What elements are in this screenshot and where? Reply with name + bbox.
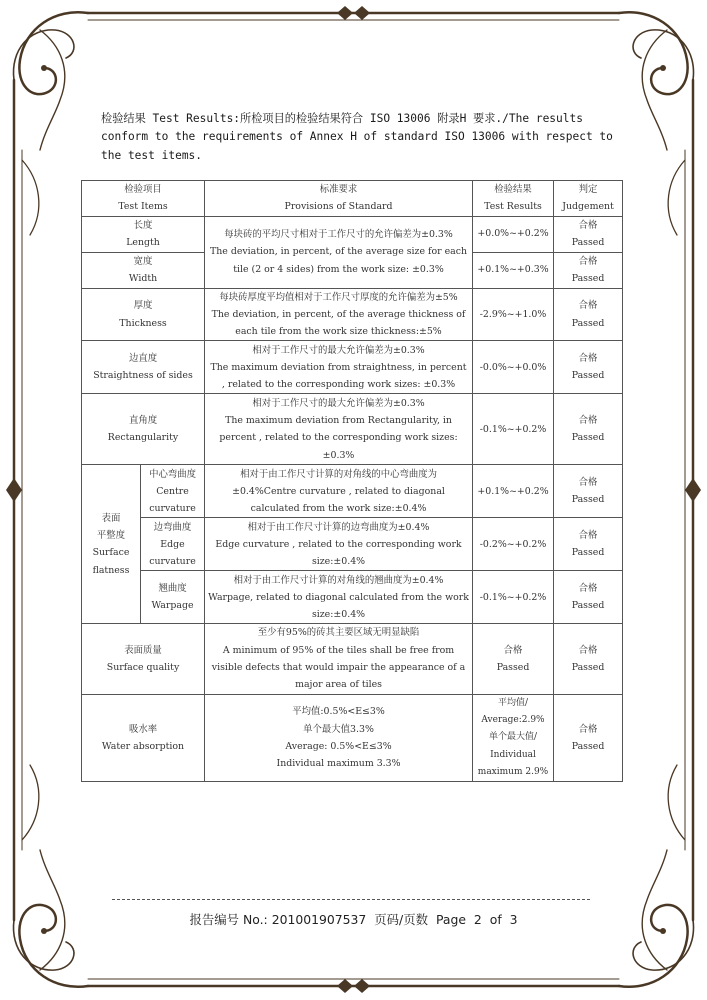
provision-surface-quality: 至少有95%的砖其主要区域无明显缺陷 A minimum of 95% of the tiles shall be free from visible defects that would impair the appearance of a major area of tiles xyxy=(205,624,473,694)
result-width: +0.1%~+0.3% xyxy=(473,252,554,288)
result-edge-curvature: -0.2%~+0.2% xyxy=(473,518,554,571)
item-rectangularity: 直角度 Rectangularity xyxy=(82,394,205,465)
table-header-row xyxy=(82,181,623,217)
table-row-edge-curvature xyxy=(82,518,623,571)
item-width: 宽度 Width xyxy=(82,252,205,288)
item-warpage: 翘曲度 Warpage xyxy=(141,571,205,624)
item-edge-curvature: 边弯曲度 Edge curvature xyxy=(141,518,205,571)
item-length: 长度 Length xyxy=(82,216,205,252)
judgement-water-absorption: 合格 Passed xyxy=(554,694,623,781)
header-judgement: 判定 Judgement xyxy=(554,181,623,217)
result-rectangularity: -0.1%~+0.2% xyxy=(473,394,554,465)
item-thickness: 厚度 Thickness xyxy=(82,288,205,341)
judgement-straightness: 合格 Passed xyxy=(554,341,623,394)
judgement-warpage: 合格 Passed xyxy=(554,571,623,624)
provision-edge-curvature: 相对于由工作尺寸计算的边弯曲度为±0.4% Edge curvature , related to the corresponding work size:±0.4% xyxy=(205,518,473,571)
test-results-table xyxy=(81,180,623,782)
result-centre-curvature: +0.1%~+0.2% xyxy=(473,465,554,518)
table-row-length xyxy=(82,216,623,252)
result-length: +0.0%~+0.2% xyxy=(473,216,554,252)
judgement-surface-quality: 合格 Passed xyxy=(554,624,623,694)
table-row-surface-quality xyxy=(82,624,623,694)
judgement-length: 合格 Passed xyxy=(554,216,623,252)
table-row-centre-curvature xyxy=(82,465,623,518)
result-surface-quality: 合格 Passed xyxy=(473,624,554,694)
provision-straightness: 相对于工作尺寸的最大允许偏差为±0.3% The maximum deviation from straightness, in percent , related to the corresponding work sizes: ±0.3% xyxy=(205,341,473,394)
results-statement: 检验结果 Test Results:所检项目的检验结果符合 ISO 13006 附录H 要求./The results conform to the requirements of Annex H of standard ISO 13006 with respect to the test items. xyxy=(101,112,613,162)
report-number: 201001907537 xyxy=(271,912,367,927)
provision-length-width: 每块砖的平均尺寸相对于工作尺寸的允许偏差为±0.3% The deviation, in percent, of the average size for each tile (2 or 4 sides) from the work size: ±0.3% xyxy=(205,216,473,288)
table-row-straightness xyxy=(82,341,623,394)
page-count-label: 页码/页数 xyxy=(374,912,428,927)
header-test-items: 检验项目 Test Items xyxy=(82,181,205,217)
judgement-thickness: 合格 Passed xyxy=(554,288,623,341)
header-test-results: 检验结果 Test Results xyxy=(473,181,554,217)
report-footer xyxy=(0,910,707,928)
header-provisions: 标准要求 Provisions of Standard xyxy=(205,181,473,217)
item-water-absorption: 吸水率 Water absorption xyxy=(82,694,205,781)
provision-water-absorption: 平均值:0.5%<E≤3% 单个最大值3.3% Average: 0.5%<E≤3% Individual maximum 3.3% xyxy=(205,694,473,781)
page-total: 3 xyxy=(509,912,518,927)
table-row-water-absorption xyxy=(82,694,623,781)
page-word: Page xyxy=(435,912,466,927)
judgement-width: 合格 Passed xyxy=(554,252,623,288)
result-thickness: -2.9%~+1.0% xyxy=(473,288,554,341)
table-row-warpage xyxy=(82,571,623,624)
judgement-rectangularity: 合格 Passed xyxy=(554,394,623,465)
provision-centre-curvature: 相对于由工作尺寸计算的对角线的中心弯曲度为 ±0.4%Centre curvature , related to diagonal calculated from the work size:±0.4% xyxy=(205,465,473,518)
result-water-absorption: 平均值/ Average:2.9% 单个最大值/ Individual maximum 2.9% xyxy=(473,694,554,781)
report-number-label: 报告编号 No.: xyxy=(189,912,268,927)
table-row-rectangularity xyxy=(82,394,623,465)
provision-warpage: 相对于由工作尺寸计算的对角线的翘曲度为±0.4% Warpage, related to diagonal calculated from the work size:±0.4% xyxy=(205,571,473,624)
provision-thickness: 每块砖厚度平均值相对于工作尺寸厚度的允许偏差为±5% The deviation, in percent, of the average thickness of each tile from the work size thickness:±5% xyxy=(205,288,473,341)
of-word: of xyxy=(489,912,502,927)
judgement-edge-curvature: 合格 Passed xyxy=(554,518,623,571)
table-row-thickness xyxy=(82,288,623,341)
item-centre-curvature: 中心弯曲度 Centre curvature xyxy=(141,465,205,518)
item-straightness: 边直度 Straightness of sides xyxy=(82,341,205,394)
result-straightness: -0.0%~+0.0% xyxy=(473,341,554,394)
result-warpage: -0.1%~+0.2% xyxy=(473,571,554,624)
footer-divider xyxy=(112,899,590,900)
judgement-centre-curvature: 合格 Passed xyxy=(554,465,623,518)
provision-rectangularity: 相对于工作尺寸的最大允许偏差为±0.3% The maximum deviation from Rectangularity, in percent , related to the corresponding work sizes: ±0.3% xyxy=(205,394,473,465)
item-surface-quality: 表面质量 Surface quality xyxy=(82,624,205,694)
item-surface-flatness: 表面 平整度 Surface flatness xyxy=(82,465,141,624)
page-number: 2 xyxy=(473,912,482,927)
